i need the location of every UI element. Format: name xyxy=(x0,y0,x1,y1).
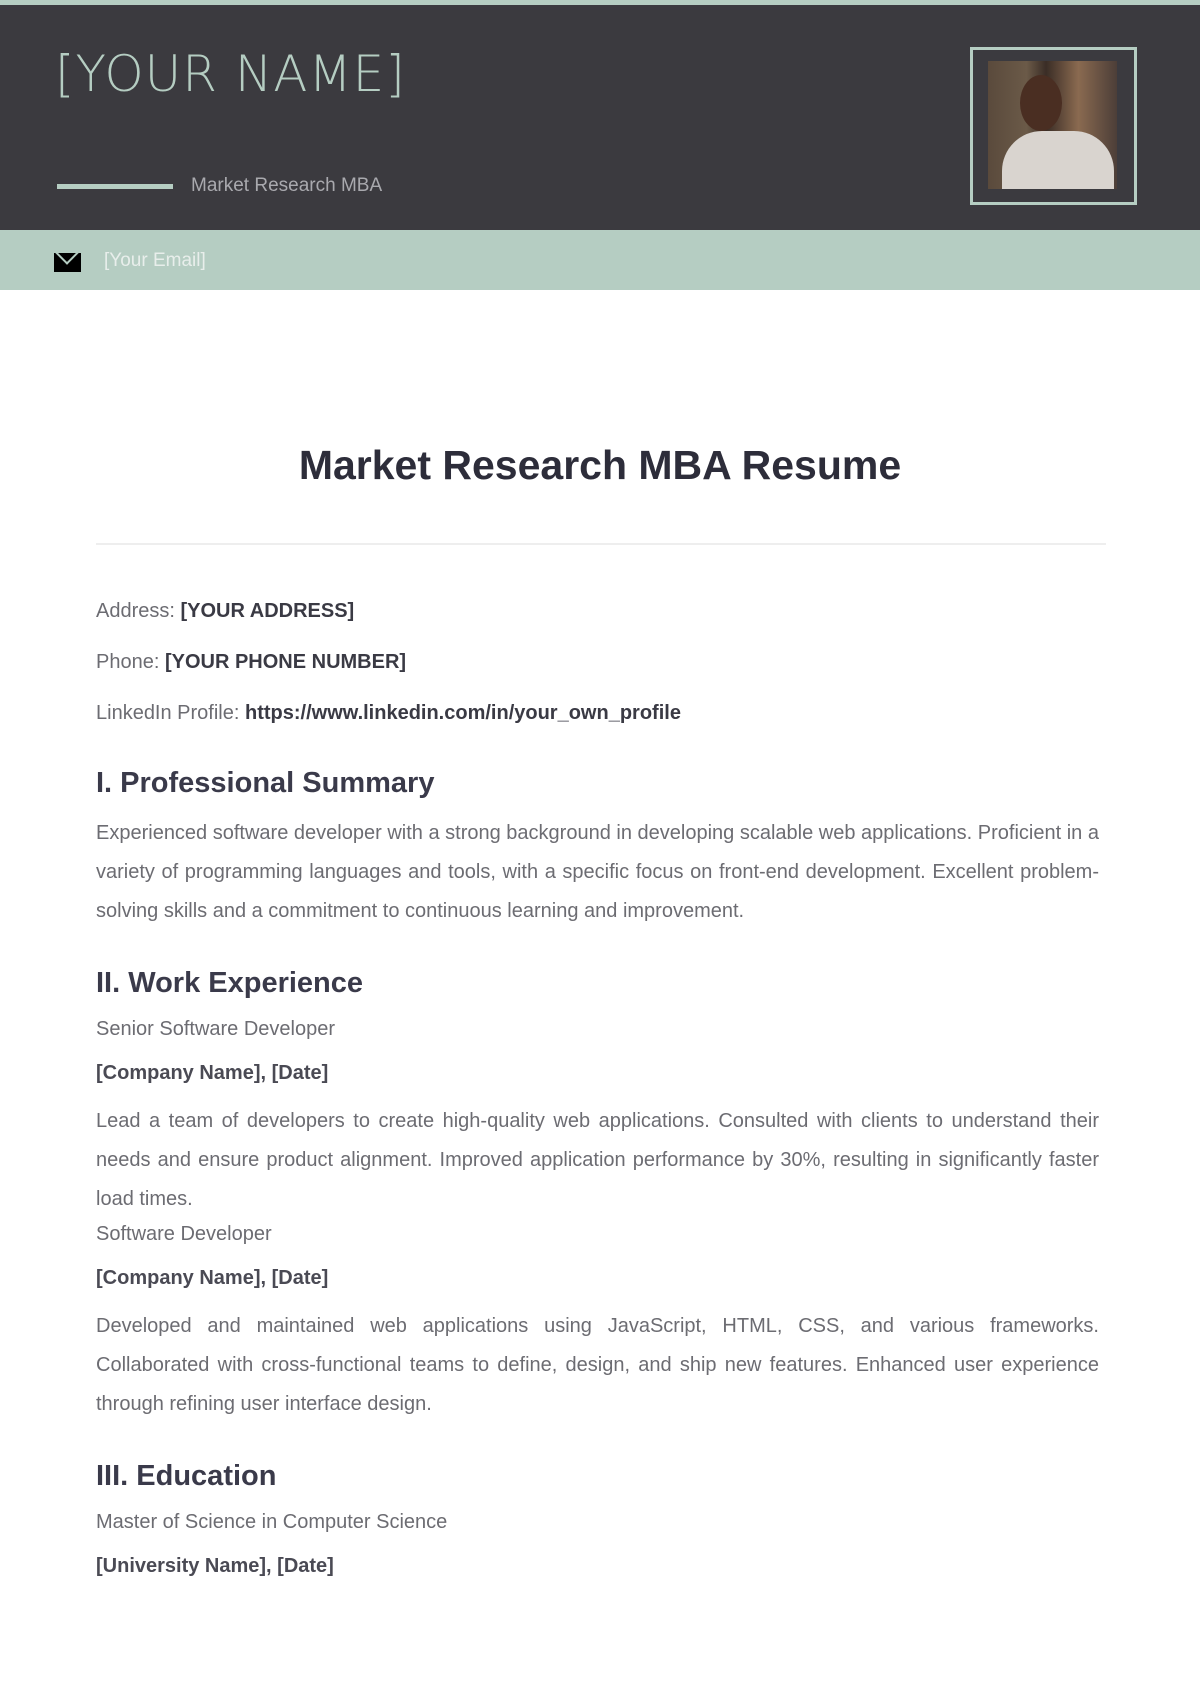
section-heading-summary: I. Professional Summary xyxy=(96,767,435,799)
email-icon xyxy=(54,253,81,272)
phone-value: [YOUR PHONE NUMBER] xyxy=(164,651,407,673)
address-line xyxy=(96,596,1099,647)
divider xyxy=(96,543,1106,545)
education-degree: Master of Science in Computer Science xyxy=(96,1511,448,1533)
candidate-name: [YOUR NAME] xyxy=(55,45,406,103)
profile-photo-frame xyxy=(970,47,1137,205)
education-school: [University Name], [Date] xyxy=(96,1555,334,1577)
candidate-subtitle: Market Research MBA xyxy=(191,175,383,196)
email-text: [Your Email] xyxy=(104,250,206,271)
job-description: Developed and maintained web applications using JavaScript, HTML, CSS, and various frameworks. Collaborated with cross-functional teams to define, design, and ship new features. Enhanced user experience through refining user interface design. xyxy=(96,1315,1099,1415)
address-label: Address: xyxy=(96,600,175,622)
subtitle-rule xyxy=(57,184,173,189)
linkedin-link[interactable]: https://www.linkedin.com/in/your_own_profile xyxy=(244,702,681,724)
linkedin-line xyxy=(96,698,1099,749)
resume-header xyxy=(0,5,1200,230)
job-company: [Company Name], [Date] xyxy=(96,1267,329,1289)
section-heading-experience: II. Work Experience xyxy=(96,967,364,999)
page-title: Market Research MBA Resume xyxy=(298,442,902,488)
summary-text: Experienced software developer with a strong background in developing scalable web applications. Proficient in a variety of programming languages and tools, with a specific focus on front-end development. Excellent problem-solving skills and a commitment to continuous learning and improvement. xyxy=(96,822,1099,922)
job-description: Lead a team of developers to create high-quality web applications. Consulted with clients to understand their needs and ensure product alignment. Improved application performance by 30%, resulting in significantly faster load times. xyxy=(96,1110,1099,1210)
phone-label: Phone: xyxy=(96,651,160,673)
profile-photo xyxy=(988,61,1117,189)
job-role: Senior Software Developer xyxy=(96,1018,336,1040)
section-heading-education: III. Education xyxy=(96,1460,277,1492)
job-role: Software Developer xyxy=(96,1223,272,1245)
phone-line xyxy=(96,647,1099,698)
job-company: [Company Name], [Date] xyxy=(96,1062,329,1084)
address-value: [YOUR ADDRESS] xyxy=(180,600,355,622)
linkedin-label: LinkedIn Profile: xyxy=(96,702,240,724)
resume-body xyxy=(96,596,1099,1595)
